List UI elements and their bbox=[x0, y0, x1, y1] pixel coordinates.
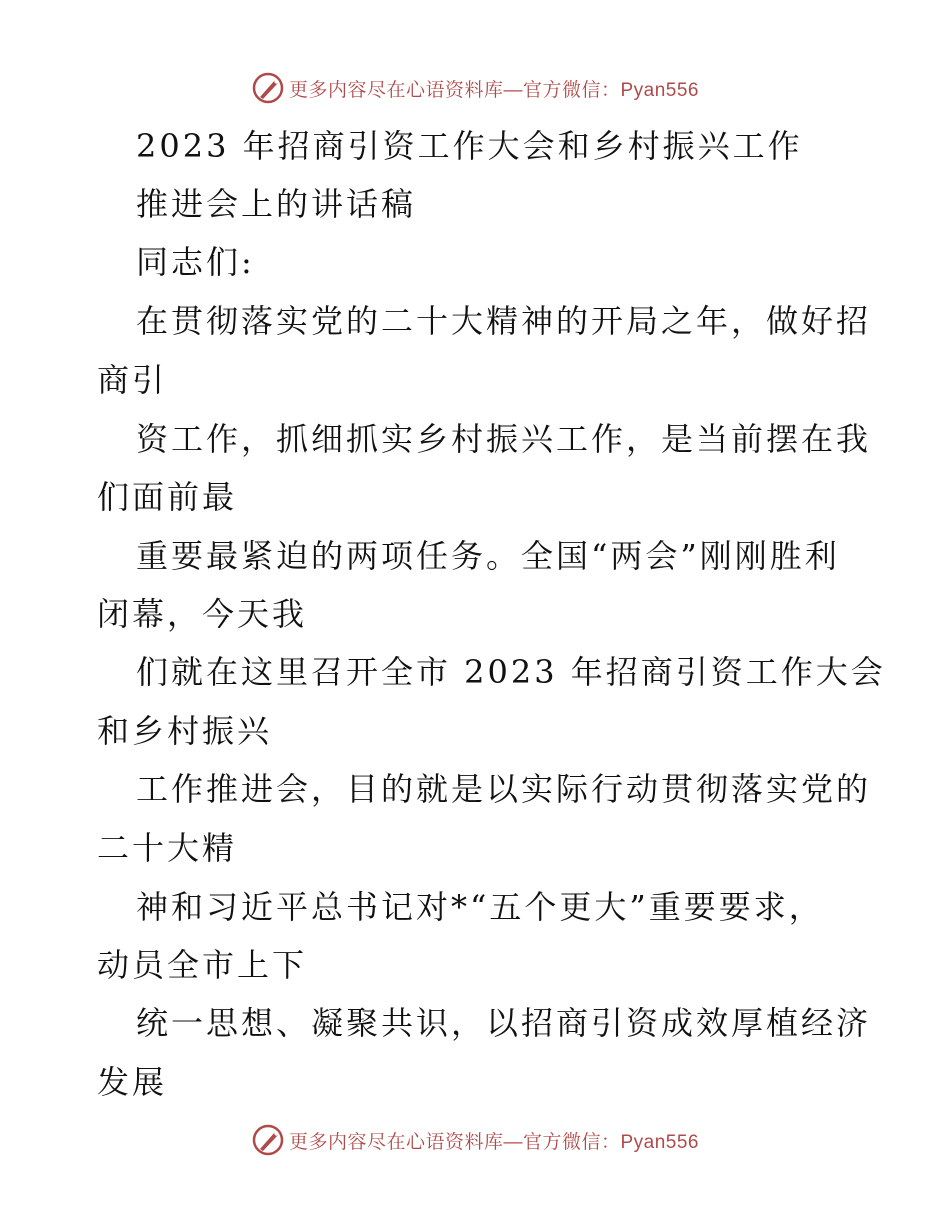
doc-line: 重要最紧迫的两项任务。全国“两会”刚刚胜利 bbox=[136, 537, 840, 575]
watermark-text: 更多内容尽在心语资料库—官方微信：Pyan556 bbox=[288, 1131, 699, 1153]
doc-line: 统一思想、凝聚共识，以招商引资成效厚植经济 bbox=[136, 1004, 872, 1042]
quill-logo-icon bbox=[251, 1123, 285, 1157]
doc-line: 和乡村振兴 bbox=[97, 712, 273, 750]
doc-line: 商引 bbox=[97, 361, 168, 399]
doc-title-line-2: 推进会上的讲话稿 bbox=[136, 185, 417, 223]
quill-logo-icon bbox=[251, 71, 285, 105]
doc-title-line-1: 2023 年招商引资工作大会和乡村振兴工作 bbox=[136, 127, 803, 165]
doc-line: 二十大精 bbox=[97, 829, 238, 867]
doc-line: 在贯彻落实党的二十大精神的开局之年，做好招 bbox=[136, 302, 872, 340]
doc-line: 闭幕，今天我 bbox=[97, 595, 308, 633]
watermark-text: 更多内容尽在心语资料库—官方微信：Pyan556 bbox=[288, 79, 699, 101]
header-watermark bbox=[0, 68, 950, 108]
doc-line: 工作推进会，目的就是以实际行动贯彻落实党的 bbox=[136, 770, 872, 808]
doc-line: 发展 bbox=[97, 1063, 168, 1101]
doc-line: 神和习近平总书记对*“五个更大”重要要求， bbox=[136, 888, 824, 926]
doc-salutation: 同志们: bbox=[136, 243, 255, 281]
doc-line: 们就在这里召开全市 2023 年招商引资工作大会 bbox=[136, 653, 886, 691]
doc-line: 资工作，抓细抓实乡村振兴工作，是当前摆在我 bbox=[136, 420, 872, 458]
footer-watermark bbox=[0, 1120, 950, 1160]
doc-line: 动员全市上下 bbox=[97, 946, 308, 984]
doc-line: 们面前最 bbox=[97, 478, 238, 516]
